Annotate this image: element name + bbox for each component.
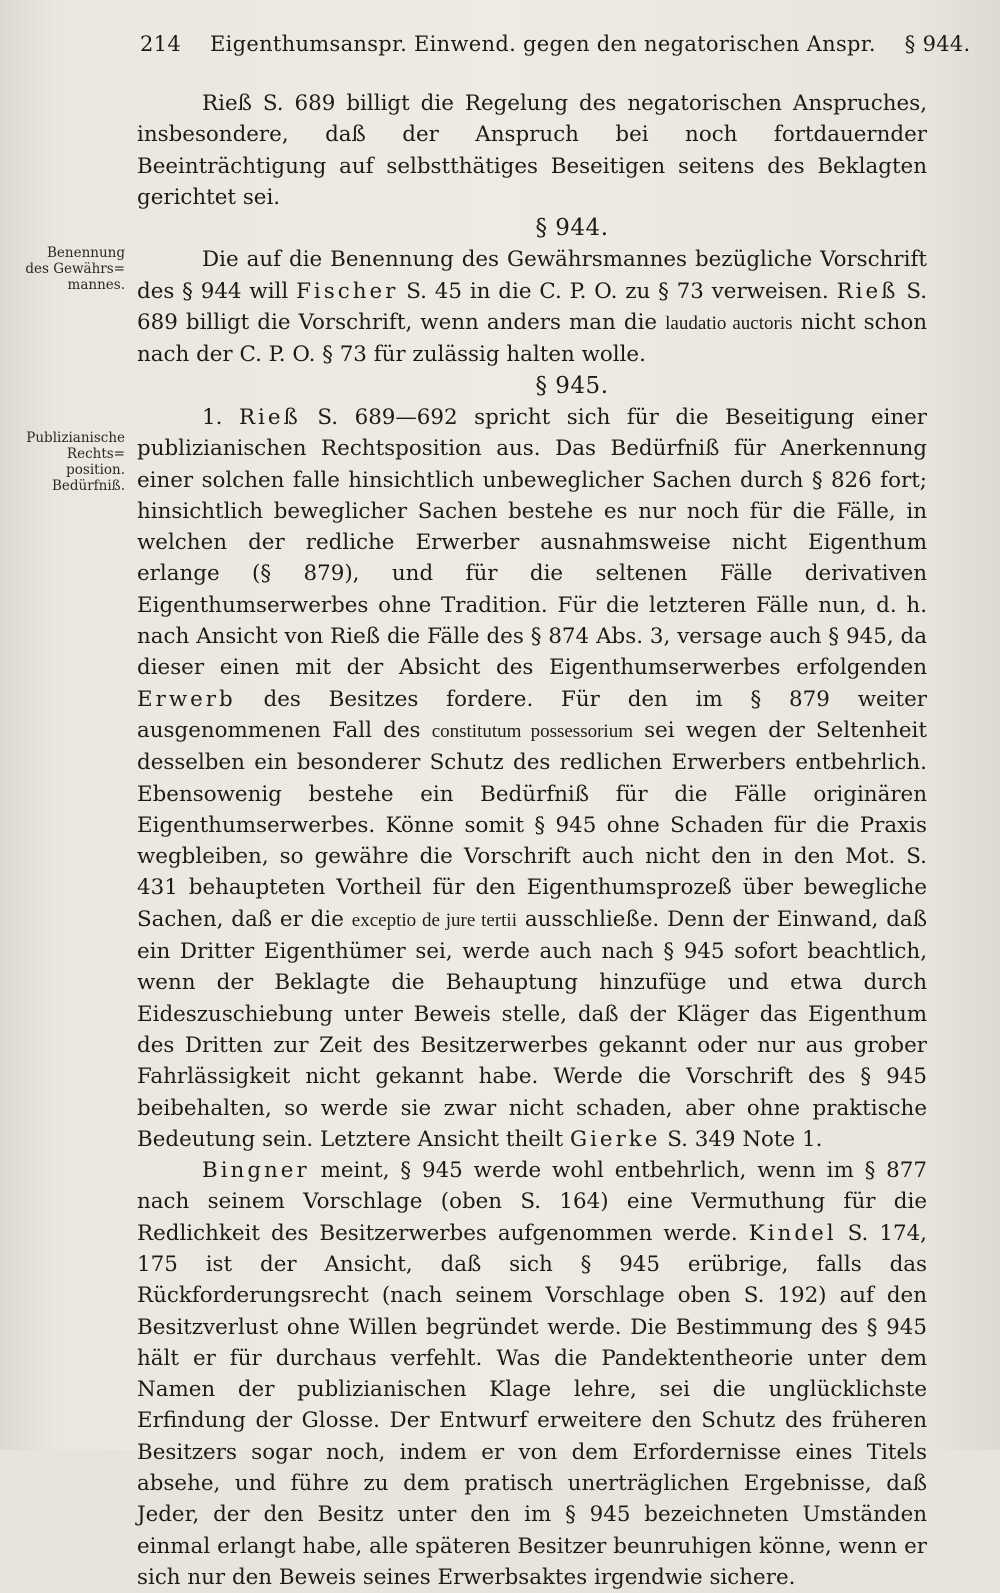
- header-section: § 944.: [904, 32, 971, 56]
- latin-term: exceptio de jure tertii: [351, 909, 517, 931]
- margin-note-line: des Gewährs=: [25, 261, 125, 277]
- text-run: S. 174, 175 ist der Ansicht, daß sich § 945 erübrige, falls das Rückforderungsrecht (nach seinem Vorschlage oben S. 192) auf den Besitzverlust ohne Willen begründet werde. Die Bestimmung des § 945 hält er für durchaus verfehlt. Was die Pandektentheorie unter dem Namen der publizianischen Klage lehre, sei die unglücklichste Erfindung der Glosse. Der Entwurf erweitere den Schutz des früheren Besitzers sogar noch, indem er von dem Erfordernisse eines Titels absehe, und führe zu dem pratisch unerträglichen Ergebnisse, daß Jeder, der den Besitz unter den im § 945 bezeichneten Umständen einmal erlangt habe, alle späteren Besitzer beunruhigen könne, wenn er sich nur den Beweis seines Erwerbsaktes irgendwie sichere.: [137, 1220, 927, 1590]
- margin-note-line: Rechts=: [66, 446, 125, 462]
- margin-note-line: mannes.: [67, 277, 125, 293]
- text-run: des Besitzes fordere. Für den im § 879 weiter ausgenommenen Fall des: [137, 686, 927, 743]
- paragraph-intro: Rieß S. 689 billigt die Regelung des negatorischen Anspruches, insbesondere, daß der Anspruch bei noch fortdauernder Beeinträchtigung auf selbstthätiges Beseitigen seitens des Beklagten gerichtet sei.: [137, 91, 927, 210]
- text-run: S. 45 in die C. P. O. zu § 73 verweisen.: [398, 278, 837, 304]
- latin-term: laudatio auctoris: [665, 313, 793, 335]
- section-heading-945: § 945.: [535, 372, 609, 399]
- margin-note-publizianische: [25, 430, 125, 494]
- text-run: ausschließe. Denn der Einwand, daß ein Dritter Eigenthümer sei, werde auch nach § 945 sofort beachtlich, wenn der Beklagte die Behauptung hinzufüge und etwa durch Eideszuschiebung unter Beweis stelle, daß der Kläger das Eigenthum des Dritten zur Zeit des Besitzerwerbes gekannt oder nur aus grober Fahrlässigkeit nicht gekannt habe. Werde die Vorschrift des § 945 beibehalten, so werde sie zwar nicht schaden, aber ohne praktische Bedeutung sein. Letztere Ansicht theilt: [137, 906, 927, 1152]
- paragraph-945-2: [137, 1155, 927, 1593]
- paragraph-944: [137, 244, 927, 370]
- author-name: Rieß: [836, 278, 899, 304]
- text-run: S. 689—692 spricht sich für die Beseitigung einer publizianischen Rechtsposition aus. Das Bedürfniß für Anerkennung einer solchen falle hinsichtlich unbeweglicher Sachen durch § 826 fort; hinsichtlich beweglicher Sachen bestehe es nur noch für die Fälle, in welchen der redliche Erwerber ausnahmsweise nicht Eigenthum erlange (§ 879), und für die seltenen Fälle derivativen Eigenthumserwerbes ohne Tradition. Für die letzteren Fälle nun, d. h. nach Ansicht von Rieß die Fälle des § 874 Abs. 3, versage auch § 945, da dieser einen mit der Absicht des Eigenthumserwerbes erfolgenden: [137, 404, 927, 681]
- margin-note-line: Bedürfniß.: [51, 478, 125, 494]
- section-heading-944: § 944.: [535, 215, 609, 242]
- author-name: Kindel: [748, 1220, 837, 1246]
- author-name: Fischer: [296, 278, 399, 304]
- margin-note-line: position.: [66, 462, 125, 478]
- paragraph-945-1: [137, 402, 927, 1155]
- author-name: Bingner: [202, 1158, 310, 1184]
- margin-note-line: Benennung: [46, 245, 125, 261]
- margin-note-line: Publizianische: [26, 430, 125, 446]
- author-name: Rieß: [238, 404, 301, 430]
- emphasis: Erwerb: [137, 686, 236, 712]
- text-run: 1.: [202, 404, 239, 430]
- running-header: [140, 32, 971, 56]
- running-title: Eigenthumsanspr. Einwend. gegen den negatorischen Anspr.: [209, 32, 876, 56]
- text-run: nicht schon nach der C. P. O. § 73 für zulässig halten wolle.: [137, 310, 927, 368]
- margin-note-benennung: [25, 245, 125, 293]
- latin-term: constitutum possessorium: [431, 720, 633, 742]
- text-run: sei wegen der Seltenheit desselben ein besonderer Schutz des redlichen Erwerbers entbehrlich. Ebensowenig bestehe ein Bedürfniß für die Fälle originären Eigenthumserwerbes. Könne somit § 945 ohne Schaden für die Praxis wegbleiben, so gewähre die Vorschrift auch nicht den in den Mot. S. 431 behaupteten Vortheil für den Eigenthumsprozeß über bewegliche Sachen, daß er die: [137, 717, 927, 932]
- page-number: 214: [140, 32, 181, 56]
- text-run: meint, § 945 werde wohl entbehrlich, wenn im § 877 nach seinem Vorschlage (oben S. 164) eine Vermuthung für die Redlichkeit des Besitzerwerbes aufgenommen werde.: [137, 1158, 927, 1246]
- author-name: Gierke: [569, 1126, 661, 1152]
- text-run: S. 689 billigt die Vorschrift, wenn anders man die: [137, 278, 928, 336]
- text-run: S. 349 Note 1.: [660, 1126, 823, 1152]
- page-body: [137, 88, 927, 1593]
- text-run: Die auf die Benennung des Gewährsmannes bezügliche Vorschrift des § 944 will: [137, 247, 927, 304]
